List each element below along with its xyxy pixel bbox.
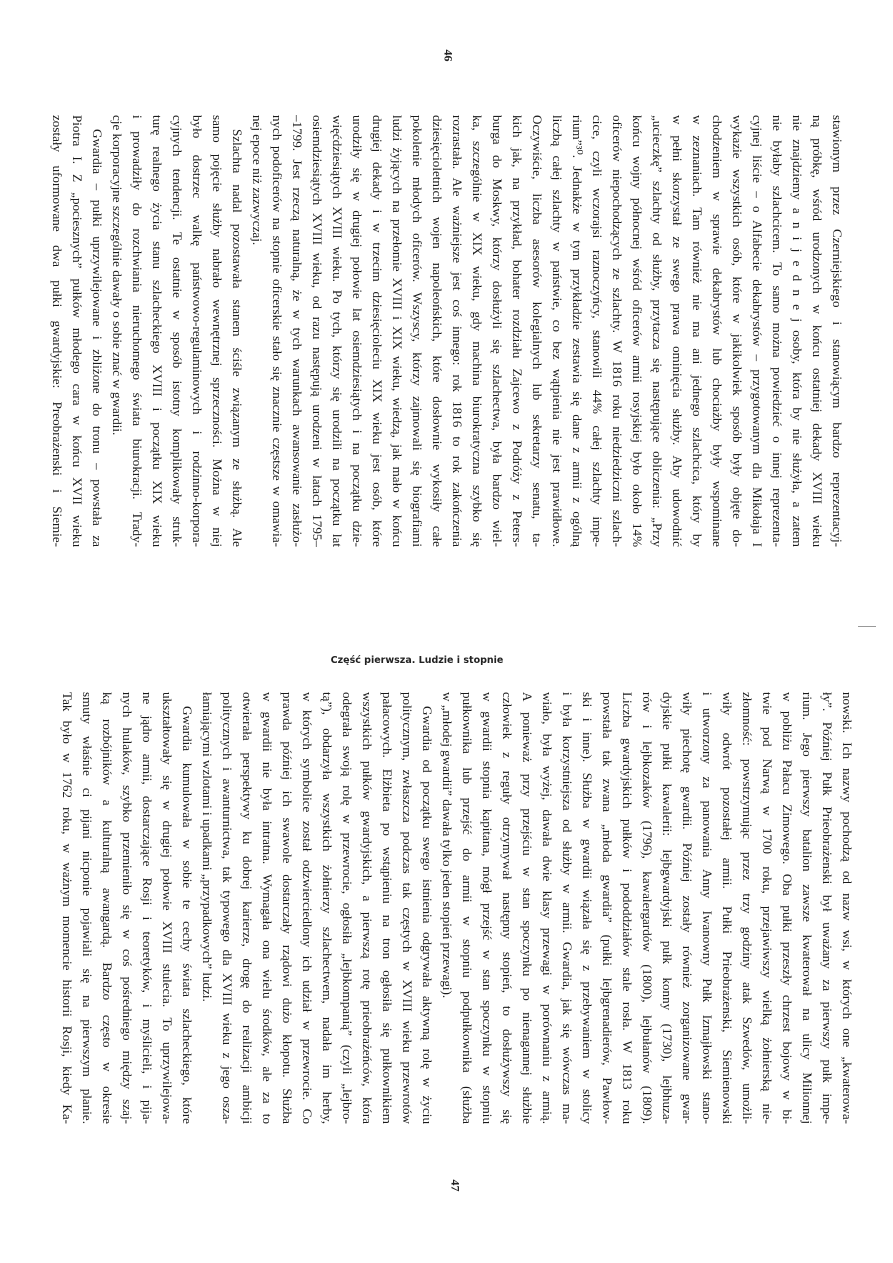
text-line: ludzi żyjących na przełomie XVIII i XIX wieku, wiedzą, jak mało w końcu — [390, 115, 405, 547]
text-line: ukształtowały się w drugiej połowie XVIII stulecia. To uprzywilejowa- — [160, 692, 175, 1124]
text-line: –1799. Jest rzeczą naturalną, że w tych warunkach awansowanie zasłużo- — [290, 115, 305, 547]
text-line: pokolenie młodych oficerów. Wszyscy, którzy zajmowali się biografiami — [410, 115, 425, 547]
text-line: nie byłaby szlachcicem. To samo można powiedzieć o innej reprezenta- — [770, 115, 785, 547]
text-line: wykazie wszystkich osób, które w jakikolwiek sposób były objęte do- — [730, 115, 745, 547]
text-line: złomność: powstrzymując przez trzy godziny atak Szwedów, umożli- — [740, 692, 755, 1124]
text-line: pałacowych. Elżbieta po wstąpieniu na tron ogłosiła się pułkownikiem — [380, 692, 395, 1124]
text-line: nych podoficerów na stopnie oficerskie stało się znacznie częstsze w omawia- — [270, 115, 285, 547]
text-line: rium”³⁰. Jednakże w tym przykładzie zestawia się dane z armii z ogólną — [570, 115, 585, 547]
text-line: ną próbkę, wśród urodzonych w końcu ostatniej dekady XVIII wieku — [810, 115, 825, 547]
text-line: łamiającymi wzlotami i upadkami „przypadkowych” ludzi. — [200, 692, 215, 1002]
text-line: i prowadziły do rozchwiania nieruchomego świata biurokracji. Trady- — [130, 115, 145, 547]
text-line: w pełni skorzystał ze swego prawa ominięcia służby. Aby udowodnić — [670, 115, 685, 547]
text-line: w gwardii stopnia kapitana, mógł przejść w stan spoczynku w stopniu — [480, 692, 495, 1124]
text-line: nych hulaków, szybko przemieniło się w coś pośredniego między szaj- — [120, 692, 135, 1124]
text-line: smuty właśnie ci pijani nicponie pojawiali się na pierwszym planie. — [80, 692, 95, 1124]
text-line: więćdziesiątych XVIII wieku. Po tych, którzy się urodzili na początku lat — [330, 115, 345, 547]
text-line: prawda później ich swawole dostarczały rządowi dużo kłopotu. Służba — [280, 692, 295, 1124]
text-line: turę realnego życia stanu szlacheckiego XVIII i początku XIX wieku — [150, 115, 165, 547]
text-line: rium. Jego pierwszy batalion zawsze kwaterował na ulicy Milionnej — [800, 692, 815, 1124]
text-line: i utworzony za panowania Anny Iwanowny Pułk Izmajłowski stano- — [700, 692, 715, 1124]
text-line: dyjskie pułki kawalerii: lejbgwardyjski pułk konny (1730), lejbhuza- — [660, 692, 675, 1124]
text-line: urodziły się w drugiej połowie lat osiemdziesiątych i na początku dzie- — [350, 115, 365, 547]
text-line: twie pod Narwą w 1700 roku, przejawiwszy wielką żołnierską nie- — [760, 692, 775, 1124]
text-line: było dostrzec walkę państwowo-regulaminowych i rodzinno-korpora- — [190, 115, 205, 547]
text-line: odegrała swoją rolę w przewrocie, ogłosiła „lejbkompanią” (czyli „lejbro- — [340, 692, 355, 1124]
text-line: pułkownika lub przejść do armii w stopniu podpułkownika (służba — [460, 692, 475, 1124]
text-line: wszystkich pułków gwardyjskich, a pierwszą rotę prieobrażeńców, która — [360, 692, 375, 1124]
text-line: w pobliżu Pałacu Zimowego. Oba pułki przeszły chrzest bojowy w bi- — [780, 692, 795, 1124]
text-line: wiły piechotę gwardii. Później zostały również zorganizowane gwar- — [680, 692, 695, 1124]
text-line: „ucieczkę” szlachty od służby, przytacza się następujące obliczenia: „Przy — [650, 115, 665, 547]
page-47-text — [57, 692, 857, 1124]
text-line: cyjnych tendencji. Te ostatnie w sposób istotny komplikowały struk- — [170, 115, 185, 547]
text-line: w zeznaniach. Tam również nie ma ani jednego szlachcica, który by — [690, 115, 705, 547]
text-line: Gwardia od początku swego istnienia odgrywała aktywną rolę w życiu — [420, 706, 435, 1124]
page-46-text — [47, 115, 847, 547]
text-line: w gwardii nie była intratna. Wymagała ona wielu środków, ale za to — [260, 692, 275, 1124]
text-line: burga do Moskwy, którzy dosłużyli się szlachectwa, była bardzo wiel- — [490, 115, 505, 547]
text-line: zostały uformowane dwa pułki gwardyjskie: Preobrażenski i Siemie- — [50, 115, 65, 547]
text-line: Szlachta nadal pozostawała stanem ściśle związanym ze służbą. Ale — [230, 129, 245, 547]
text-line: dziesięcioletnich wojen napoleońskich, które dosłownie wykosiły całe — [430, 115, 445, 547]
text-line: Gwardia kumulowała w sobie te cechy świata szlacheckiego, które — [180, 706, 195, 1124]
text-line: drugiej dekady i w trzecim dziesięcioleciu XIX wieku jest osób, które — [370, 115, 385, 547]
text-line: ką rozbójników a kulturalną awangardą. Bardzo często w okresie — [100, 692, 115, 1124]
text-line: nowski. Ich nazwy pochodzą od nazw wsi, w których one „kwaterowa- — [840, 692, 855, 1124]
text-line: wiało, była wyżej, dawała dwie klasy przewagi w porównaniu z armią. — [540, 692, 555, 1124]
text-line: tą”), obdarzyła wszystkich żołnierzy szlachectwem, nadała im herby, — [320, 692, 335, 1124]
text-line: ski i inne). Służba w gwardii wiązała się z przebywaniem w stolicy — [580, 692, 595, 1124]
page-number-left: 46 — [441, 49, 456, 62]
text-line: politycznym, zwłaszcza podczas tak częstych w XVIII wieku przewrotów — [400, 692, 415, 1124]
text-line: Oczywiście, liczba asesorów kolegialnych lub sekretarzy senatu, ta- — [530, 115, 545, 547]
text-line: liczbą całej szlachty w państwie, co bez wątpienia nie jest prawidłowe. — [550, 115, 565, 547]
text-line: otwierała perspektywy ku dobrej karierze, drogę do realizacji ambicji — [240, 692, 255, 1124]
text-line: samo pojęcie służby nabrało wewnętrznej sprzeczności. Można w niej — [210, 115, 225, 547]
text-line: nie znajdziemy a n i j e d n e j osoby, która by nie służyła, a zatem — [790, 115, 805, 547]
text-line: Tak było w 1762 roku, w ważnym momencie historii Rosji, kiedy Ka- — [60, 692, 75, 1124]
text-line: Piotra I. Z „pociesznych” pułków młodego cara w końcu XVII wieku — [70, 115, 85, 547]
text-line: ły”. Później Pułk Prieobrażenski był uważany za pierwszy pułk impe- — [820, 692, 835, 1124]
text-line: A ponieważ przy przejściu w stan spoczynku po nienagannej służbie — [520, 692, 535, 1124]
text-line: w „młodej gwardii” dawała tylko jeden stopień przewagi). — [440, 692, 455, 999]
text-line: rów i lejbkozaków (1796), kawalergardów (1800), lejbułanów (1809). — [640, 692, 655, 1124]
text-line: powstała tak zwana „młoda gwardia” (pułki lejbgrenadierów, Pawłow- — [600, 692, 615, 1124]
text-line: oficerów niepochodzących ze szlachty. W 1816 roku niedziedziczni szlach- — [610, 115, 625, 547]
text-line: cice, czyli wczorajsi raznoczyńcy, stanowili 44% całej szlachty impe- — [590, 115, 605, 547]
text-line: Gwardia – pułki uprzywilejowane i zbliżone do tronu – powstała za — [90, 129, 105, 547]
page-number-right: 47 — [448, 1179, 463, 1192]
text-line: politycznych i awanturnictwa, tak typowego dla XVIII wieku z jego osza- — [220, 692, 235, 1124]
text-line: osiemdziesiątych XVIII wieku, od razu następują urodzeni w latach 1795– — [310, 115, 325, 547]
text-line: chodzeniem w sprawie dekabrystów lub chociażby były wspominane — [710, 115, 725, 547]
text-line: rozrastała. Ale ważniejsze jest coś innego: rok 1816 to rok zakończenia — [450, 115, 465, 547]
text-line: ka, szczególnie w XIX wieku, gdy machina biurokratyczna szybko się — [470, 115, 485, 547]
scan-mark — [858, 626, 876, 627]
text-line: nej epoce niż zazwyczaj. — [250, 115, 265, 246]
text-line: Liczba gwardyjskich pułków i pododdziałów stale rosła. W 1813 roku — [620, 692, 635, 1124]
text-line: końcu wojny północnej wśród oficerów armii rosyjskiej było około 14% — [630, 115, 645, 547]
text-line: i była korzystniejsza od służby w armii. Gwardia, jak się wówczas ma- — [560, 692, 575, 1124]
running-head: Część pierwsza. Ludzie i stopnie — [330, 655, 504, 666]
text-line: człowiek z reguły otrzymywał następny stopień, to dosłużywszy się — [500, 692, 515, 1124]
text-line: ne jądro armii, dostarczające Rosji i teoretyków, i myślicieli, i pija- — [140, 692, 155, 1124]
text-line: kich jak, na przykład, bohater rozdziału Zajcewo z Podróży z Peters- — [510, 115, 525, 547]
text-line: wiły odwrót pozostałej armii. Pułki Prieobrażenski, Siemienowski — [720, 692, 735, 1124]
text-line: stawionym przez Czerniejskiego i stanowiącym bardzo reprezentacyj- — [830, 115, 845, 547]
text-line: cje korporacyjne szczególnie dawały o sobie znać w gwardii. — [110, 115, 125, 436]
text-line: cyjnej liście – o Alfabecie dekabrystów – przygotowanym dla Mikołaja I — [750, 115, 765, 547]
text-line: w których symbolice został odzwierciedlony ich udział w przewrocie. Co — [300, 692, 315, 1124]
